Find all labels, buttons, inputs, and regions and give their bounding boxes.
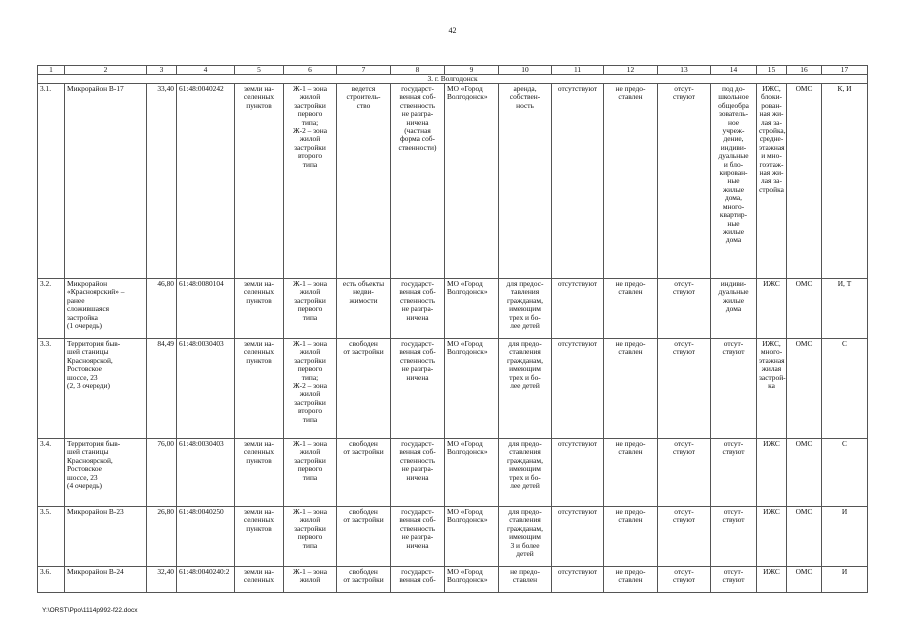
col-header: 6 bbox=[284, 66, 337, 75]
table-cell-col-3: 46,80 bbox=[147, 279, 177, 339]
table-cell-col-15: ИЖС bbox=[757, 439, 787, 507]
col-header: 12 bbox=[604, 66, 658, 75]
table-cell-col-13: отсут- ствуют bbox=[658, 339, 711, 439]
col-header: 4 bbox=[177, 66, 235, 75]
table-cell-col-6: Ж-1 – зона жилой застройки первого типа bbox=[284, 439, 337, 507]
table-cell-col-14: отсут- ствуют bbox=[711, 507, 757, 567]
table-cell-col-11: отсутствуют bbox=[552, 84, 604, 279]
table-row bbox=[38, 439, 868, 507]
table-cell-col-11: отсутствуют bbox=[552, 567, 604, 593]
table-cell-col-17: И bbox=[822, 507, 868, 567]
table-cell-col-12: не предо- ставлен bbox=[604, 279, 658, 339]
table-cell-col-13: отсут- ствуют bbox=[658, 507, 711, 567]
table-cell-col-2: Микрорайон В-24 bbox=[65, 567, 147, 593]
table-cell-col-16: ОМС bbox=[787, 279, 822, 339]
table-cell-col-14: отсут- ствуют bbox=[711, 439, 757, 507]
col-header: 7 bbox=[337, 66, 391, 75]
col-header: 3 bbox=[147, 66, 177, 75]
table-cell-col-1: 3.6. bbox=[38, 567, 65, 593]
table-cell-col-1: 3.1. bbox=[38, 84, 65, 279]
table-cell-col-12: не предо- ставлен bbox=[604, 507, 658, 567]
file-path-footer: Y:\ORST\Ppo\1114p992-f22.docx bbox=[42, 607, 138, 614]
table-cell-col-3: 84,49 bbox=[147, 339, 177, 439]
table-cell-col-14: отсут- ствуют bbox=[711, 567, 757, 593]
table-cell-col-8: государст- венная соб- ственность не разгра- ничена bbox=[391, 507, 445, 567]
table-cell-col-4: 61:48:0040240:2 bbox=[177, 567, 235, 593]
table-cell-col-16: ОМС bbox=[787, 439, 822, 507]
table-cell-col-15: ИЖС bbox=[757, 567, 787, 593]
col-header: 2 bbox=[65, 66, 147, 75]
table-cell-col-16: ОМС bbox=[787, 567, 822, 593]
table-row bbox=[38, 279, 868, 339]
table-cell-col-4: 61:48:0030403 bbox=[177, 439, 235, 507]
table-cell-col-15: ИЖС, блоки- рован- ная жи- лая за- стройка, средне- этажная и мно- гоэтаж- ная жи- лая за- стройка bbox=[757, 84, 787, 279]
table-cell-col-5: земли на- селенных bbox=[235, 567, 284, 593]
table-cell-col-17: С bbox=[822, 439, 868, 507]
table-cell-col-7: свободен от застройки bbox=[337, 567, 391, 593]
table-cell-col-6: Ж-1 – зона жилой застройки первого типа bbox=[284, 507, 337, 567]
col-header: 17 bbox=[822, 66, 868, 75]
table-cell-col-9: МО «Город Волгодонск» bbox=[445, 439, 499, 507]
table-cell-col-4: 61:48:0080104 bbox=[177, 279, 235, 339]
table-cell-col-7: свободен от застройки bbox=[337, 439, 391, 507]
section-row bbox=[38, 75, 868, 84]
table-cell-col-9: МО «Город Волгодонск» bbox=[445, 507, 499, 567]
table-cell-col-4: 61:48:0030403 bbox=[177, 339, 235, 439]
table-cell-col-3: 76,00 bbox=[147, 439, 177, 507]
table-row bbox=[38, 339, 868, 439]
table-cell-col-9: МО «Город Волгодонск» bbox=[445, 279, 499, 339]
table-cell-col-15: ИЖС bbox=[757, 279, 787, 339]
table-cell-col-17: С bbox=[822, 339, 868, 439]
table-cell-col-14: отсут- ствуют bbox=[711, 339, 757, 439]
table-cell-col-1: 3.3. bbox=[38, 339, 65, 439]
table-cell-col-11: отсутствуют bbox=[552, 339, 604, 439]
table-row bbox=[38, 507, 868, 567]
table-cell-col-8: государст- венная соб- ственность не разгра- ничена (частная форма соб- ственности) bbox=[391, 84, 445, 279]
column-number-row bbox=[38, 66, 868, 75]
table-cell-col-8: государст- венная соб- ственность не разгра- ничена bbox=[391, 279, 445, 339]
table-cell-col-10: для предо- ставления гражданам, имеющим трех и бо- лее детей bbox=[499, 339, 552, 439]
table-cell-col-9: МО «Город Волгодонск» bbox=[445, 567, 499, 593]
col-header: 5 bbox=[235, 66, 284, 75]
page-number: 42 bbox=[448, 26, 457, 35]
table-cell-col-13: отсут- ствуют bbox=[658, 279, 711, 339]
col-header: 14 bbox=[711, 66, 757, 75]
col-header: 11 bbox=[552, 66, 604, 75]
table-cell-col-13: отсут- ствуют bbox=[658, 439, 711, 507]
table-cell-col-9: МО «Город Волгодонск» bbox=[445, 339, 499, 439]
table-cell-col-10: для предос- тавления гражданам, имеющим трех и бо- лее детей bbox=[499, 279, 552, 339]
table-cell-col-10: не предо- ставлен bbox=[499, 567, 552, 593]
table-cell-col-9: МО «Город Волгодонск» bbox=[445, 84, 499, 279]
table-cell-col-14: индиви- дуальные жилые дома bbox=[711, 279, 757, 339]
table-cell-col-15: ИЖС, много- этажная жилая застрой- ка bbox=[757, 339, 787, 439]
col-header: 8 bbox=[391, 66, 445, 75]
table-cell-col-3: 33,40 bbox=[147, 84, 177, 279]
col-header: 16 bbox=[787, 66, 822, 75]
table-cell-col-17: К, И bbox=[822, 84, 868, 279]
table-cell-col-6: Ж-1 – зона жилой застройки первого типа bbox=[284, 279, 337, 339]
table-cell-col-7: ведется строитель- ство bbox=[337, 84, 391, 279]
col-header: 10 bbox=[499, 66, 552, 75]
section-title: 3. г. Волгодонск bbox=[38, 75, 868, 84]
table-cell-col-3: 32,40 bbox=[147, 567, 177, 593]
table-row bbox=[38, 567, 868, 593]
table-cell-col-14: под до- школьное общеобра зователь- ное учреж- дение, индиви- дуальные и бло- кирован- ные жилые дома, много- квартир- ные жилые дома bbox=[711, 84, 757, 279]
table-cell-col-2: Микрорайон «Красноярский» – ранее сложившаяся застройка (1 очередь) bbox=[65, 279, 147, 339]
table-cell-col-5: земли на- селенных пунктов bbox=[235, 507, 284, 567]
table-cell-col-6: Ж-1 – зона жилой застройки первого типа; Ж-2 – зона жилой застройки второго типа bbox=[284, 339, 337, 439]
table-cell-col-16: ОМС bbox=[787, 507, 822, 567]
table-cell-col-6: Ж-1 – зона жилой застройки первого типа; Ж-2 – зона жилой застройки второго типа bbox=[284, 84, 337, 279]
table-cell-col-16: ОМС bbox=[787, 84, 822, 279]
table-cell-col-13: отсут- ствуют bbox=[658, 84, 711, 279]
table-cell-col-2: Территория быв- шей станицы Красноярской, Ростовское шоссе, 23 (4 очередь) bbox=[65, 439, 147, 507]
table-cell-col-2: Территория быв- шей станицы Красноярской, Ростовское шоссе, 23 (2, 3 очереди) bbox=[65, 339, 147, 439]
table-cell-col-15: ИЖС bbox=[757, 507, 787, 567]
table-cell-col-12: не предо- ставлен bbox=[604, 84, 658, 279]
table-cell-col-13: отсут- ствуют bbox=[658, 567, 711, 593]
table-cell-col-1: 3.5. bbox=[38, 507, 65, 567]
col-header: 1 bbox=[38, 66, 65, 75]
col-header: 9 bbox=[445, 66, 499, 75]
table-cell-col-10: для предо- ставления гражданам, имеющим 3 и более детей bbox=[499, 507, 552, 567]
table-cell-col-8: государст- венная соб- ственность не разгра- ничена bbox=[391, 439, 445, 507]
table-cell-col-8: государст- венная соб- bbox=[391, 567, 445, 593]
table-cell-col-2: Микрорайон В-17 bbox=[65, 84, 147, 279]
table-cell-col-11: отсутствуют bbox=[552, 439, 604, 507]
table-cell-col-2: Микрорайон В-23 bbox=[65, 507, 147, 567]
table-cell-col-6: Ж-1 – зона жилой bbox=[284, 567, 337, 593]
table-cell-col-7: свободен от застройки bbox=[337, 339, 391, 439]
table-cell-col-7: есть объекты недви- жимости bbox=[337, 279, 391, 339]
table-cell-col-11: отсутствуют bbox=[552, 507, 604, 567]
table-cell-col-5: земли на- селенных пунктов bbox=[235, 439, 284, 507]
table-cell-col-7: свободен от застройки bbox=[337, 507, 391, 567]
table-cell-col-1: 3.4. bbox=[38, 439, 65, 507]
table-cell-col-5: земли на- селенных пунктов bbox=[235, 84, 284, 279]
land-plots-table bbox=[37, 65, 868, 593]
table-cell-col-12: не предо- ставлен bbox=[604, 339, 658, 439]
table-cell-col-4: 61:48:0040242 bbox=[177, 84, 235, 279]
table-cell-col-8: государст- венная соб- ственность не разгра- ничена bbox=[391, 339, 445, 439]
col-header: 13 bbox=[658, 66, 711, 75]
col-header: 15 bbox=[757, 66, 787, 75]
table-cell-col-1: 3.2. bbox=[38, 279, 65, 339]
table-row bbox=[38, 84, 868, 279]
table-cell-col-4: 61:48:0040250 bbox=[177, 507, 235, 567]
table-cell-col-10: для предо- ставления гражданам, имеющим трех и бо- лее детей bbox=[499, 439, 552, 507]
table-cell-col-12: не предо- ставлен bbox=[604, 439, 658, 507]
table-cell-col-3: 26,80 bbox=[147, 507, 177, 567]
table-cell-col-5: земли на- селенных пунктов bbox=[235, 339, 284, 439]
table-cell-col-5: земли на- селенных пунктов bbox=[235, 279, 284, 339]
table-cell-col-12: не предо- ставлен bbox=[604, 567, 658, 593]
table-cell-col-11: отсутствуют bbox=[552, 279, 604, 339]
table-cell-col-16: ОМС bbox=[787, 339, 822, 439]
table-cell-col-17: И bbox=[822, 567, 868, 593]
table-cell-col-17: И, Т bbox=[822, 279, 868, 339]
table-cell-col-10: аренда, собствен- ность bbox=[499, 84, 552, 279]
